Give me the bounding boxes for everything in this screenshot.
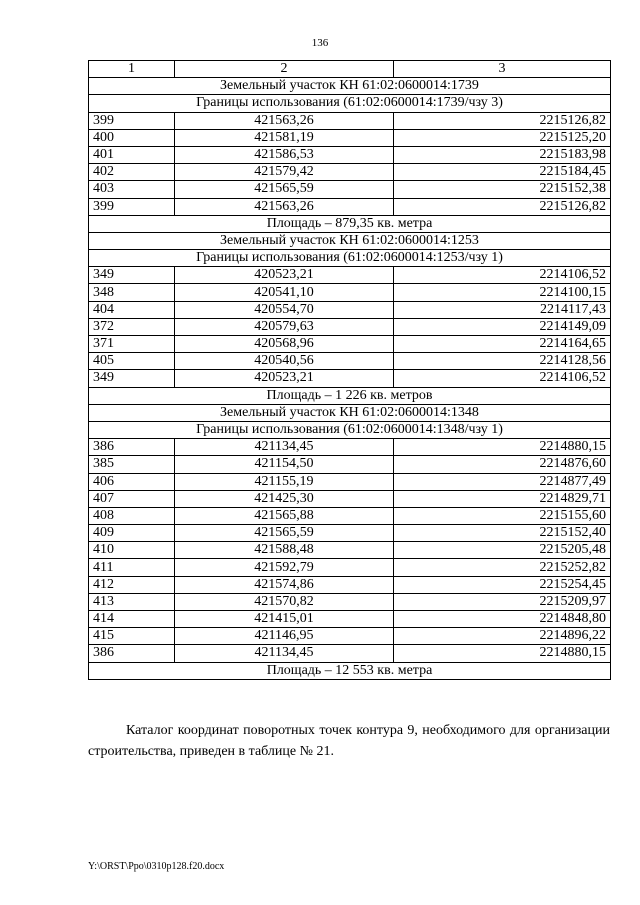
y-coordinate-cell: 2214880,15: [394, 645, 611, 662]
y-coordinate-cell: 2215155,60: [394, 507, 611, 524]
point-number-cell: 410: [89, 542, 175, 559]
area-summary-row: [89, 387, 611, 404]
y-coordinate-cell: 2214877,49: [394, 473, 611, 490]
y-coordinate-cell: 2214100,15: [394, 284, 611, 301]
point-number-cell: 386: [89, 439, 175, 456]
table-row: [89, 336, 611, 353]
parcel-title-row: [89, 232, 611, 249]
point-number-cell: 415: [89, 628, 175, 645]
parcel-title-row: [89, 78, 611, 95]
y-coordinate-cell: 2214164,65: [394, 336, 611, 353]
x-coordinate-cell: 421146,95: [175, 628, 394, 645]
boundary-title-row: [89, 95, 611, 112]
table-row: [89, 439, 611, 456]
table-row: [89, 164, 611, 181]
point-number-cell: 404: [89, 301, 175, 318]
table-row: [89, 645, 611, 662]
catalog-paragraph: Каталог координат поворотных точек контура 9, необходимого для организации строительства, приведен в таблице № 21.: [88, 723, 610, 759]
point-number-cell: 407: [89, 490, 175, 507]
x-coordinate-cell: 421155,19: [175, 473, 394, 490]
x-coordinate-cell: 421415,01: [175, 611, 394, 628]
point-number-cell: 401: [89, 146, 175, 163]
x-coordinate-cell: 420523,21: [175, 267, 394, 284]
y-coordinate-cell: 2215254,45: [394, 576, 611, 593]
document-file-path: Y:\ORST\Ppo\0310p128.f20.docx: [88, 861, 225, 872]
area-summary: Площадь – 12 553 кв. метра: [89, 662, 611, 679]
y-coordinate-cell: 2214829,71: [394, 490, 611, 507]
table-row: [89, 507, 611, 524]
x-coordinate-cell: 421586,53: [175, 146, 394, 163]
table-row: [89, 576, 611, 593]
point-number-cell: 413: [89, 593, 175, 610]
boundary-title: Границы использования (61:02:0600014:1739/чзу 3): [89, 95, 611, 112]
column-header-1: 1: [89, 61, 175, 78]
x-coordinate-cell: 421579,42: [175, 164, 394, 181]
table-row: [89, 112, 611, 129]
table-row: [89, 456, 611, 473]
x-coordinate-cell: 420540,56: [175, 353, 394, 370]
table-row: [89, 473, 611, 490]
x-coordinate-cell: 421134,45: [175, 645, 394, 662]
y-coordinate-cell: 2214128,56: [394, 353, 611, 370]
parcel-title-row: [89, 404, 611, 421]
y-coordinate-cell: 2215183,98: [394, 146, 611, 163]
point-number-cell: 402: [89, 164, 175, 181]
table-row: [89, 370, 611, 387]
table-row: [89, 611, 611, 628]
y-coordinate-cell: 2215126,82: [394, 198, 611, 215]
column-header-2: 2: [175, 61, 394, 78]
table-row: [89, 129, 611, 146]
table-row: [89, 267, 611, 284]
point-number-cell: 386: [89, 645, 175, 662]
table-row: [89, 318, 611, 335]
y-coordinate-cell: 2214149,09: [394, 318, 611, 335]
x-coordinate-cell: 421592,79: [175, 559, 394, 576]
area-summary: Площадь – 1 226 кв. метров: [89, 387, 611, 404]
x-coordinate-cell: 421154,50: [175, 456, 394, 473]
point-number-cell: 405: [89, 353, 175, 370]
point-number-cell: 409: [89, 525, 175, 542]
table-row: [89, 198, 611, 215]
point-number-cell: 399: [89, 198, 175, 215]
x-coordinate-cell: 421574,86: [175, 576, 394, 593]
x-coordinate-cell: 420554,70: [175, 301, 394, 318]
x-coordinate-cell: 421563,26: [175, 198, 394, 215]
x-coordinate-cell: 421565,88: [175, 507, 394, 524]
point-number-cell: 408: [89, 507, 175, 524]
boundary-title-row: [89, 250, 611, 267]
parcel-title: Земельный участок КН 61:02:0600014:1739: [89, 78, 611, 95]
y-coordinate-cell: 2214106,52: [394, 370, 611, 387]
coordinates-table-body: [89, 78, 611, 680]
table-row: [89, 181, 611, 198]
y-coordinate-cell: 2215209,97: [394, 593, 611, 610]
y-coordinate-cell: 2214117,43: [394, 301, 611, 318]
y-coordinate-cell: 2215152,38: [394, 181, 611, 198]
point-number-cell: 400: [89, 129, 175, 146]
point-number-cell: 348: [89, 284, 175, 301]
y-coordinate-cell: 2214848,80: [394, 611, 611, 628]
x-coordinate-cell: 421565,59: [175, 181, 394, 198]
boundary-title: Границы использования (61:02:0600014:1253/чзу 1): [89, 250, 611, 267]
area-summary-row: [89, 215, 611, 232]
point-number-cell: 399: [89, 112, 175, 129]
y-coordinate-cell: 2215184,45: [394, 164, 611, 181]
parcel-title: Земельный участок КН 61:02:0600014:1253: [89, 232, 611, 249]
point-number-cell: 403: [89, 181, 175, 198]
x-coordinate-cell: 421425,30: [175, 490, 394, 507]
x-coordinate-cell: 420541,10: [175, 284, 394, 301]
point-number-cell: 349: [89, 370, 175, 387]
x-coordinate-cell: 420568,96: [175, 336, 394, 353]
point-number-cell: 371: [89, 336, 175, 353]
table-row: [89, 542, 611, 559]
point-number-cell: 406: [89, 473, 175, 490]
boundary-title-row: [89, 421, 611, 438]
x-coordinate-cell: 421134,45: [175, 439, 394, 456]
table-row: [89, 353, 611, 370]
coordinates-table: [88, 60, 611, 680]
table-row: [89, 284, 611, 301]
y-coordinate-cell: 2215205,48: [394, 542, 611, 559]
table-header-row: [89, 61, 611, 78]
table-row: [89, 490, 611, 507]
table-row: [89, 559, 611, 576]
table-row: [89, 146, 611, 163]
x-coordinate-cell: 421570,82: [175, 593, 394, 610]
point-number-cell: 372: [89, 318, 175, 335]
table-row: [89, 628, 611, 645]
x-coordinate-cell: 420523,21: [175, 370, 394, 387]
x-coordinate-cell: 421581,19: [175, 129, 394, 146]
table-row: [89, 301, 611, 318]
column-header-3: 3: [394, 61, 611, 78]
y-coordinate-cell: 2215125,20: [394, 129, 611, 146]
point-number-cell: 349: [89, 267, 175, 284]
page-number: 136: [311, 37, 329, 49]
point-number-cell: 385: [89, 456, 175, 473]
point-number-cell: 411: [89, 559, 175, 576]
x-coordinate-cell: 421588,48: [175, 542, 394, 559]
y-coordinate-cell: 2214876,60: [394, 456, 611, 473]
table-row: [89, 593, 611, 610]
x-coordinate-cell: 420579,63: [175, 318, 394, 335]
boundary-title: Границы использования (61:02:0600014:1348/чзу 1): [89, 421, 611, 438]
point-number-cell: 414: [89, 611, 175, 628]
y-coordinate-cell: 2215126,82: [394, 112, 611, 129]
point-number-cell: 412: [89, 576, 175, 593]
area-summary: Площадь – 879,35 кв. метра: [89, 215, 611, 232]
y-coordinate-cell: 2215252,82: [394, 559, 611, 576]
y-coordinate-cell: 2214896,22: [394, 628, 611, 645]
x-coordinate-cell: 421563,26: [175, 112, 394, 129]
area-summary-row: [89, 662, 611, 679]
x-coordinate-cell: 421565,59: [175, 525, 394, 542]
table-row: [89, 525, 611, 542]
parcel-title: Земельный участок КН 61:02:0600014:1348: [89, 404, 611, 421]
y-coordinate-cell: 2214880,15: [394, 439, 611, 456]
y-coordinate-cell: 2214106,52: [394, 267, 611, 284]
y-coordinate-cell: 2215152,40: [394, 525, 611, 542]
